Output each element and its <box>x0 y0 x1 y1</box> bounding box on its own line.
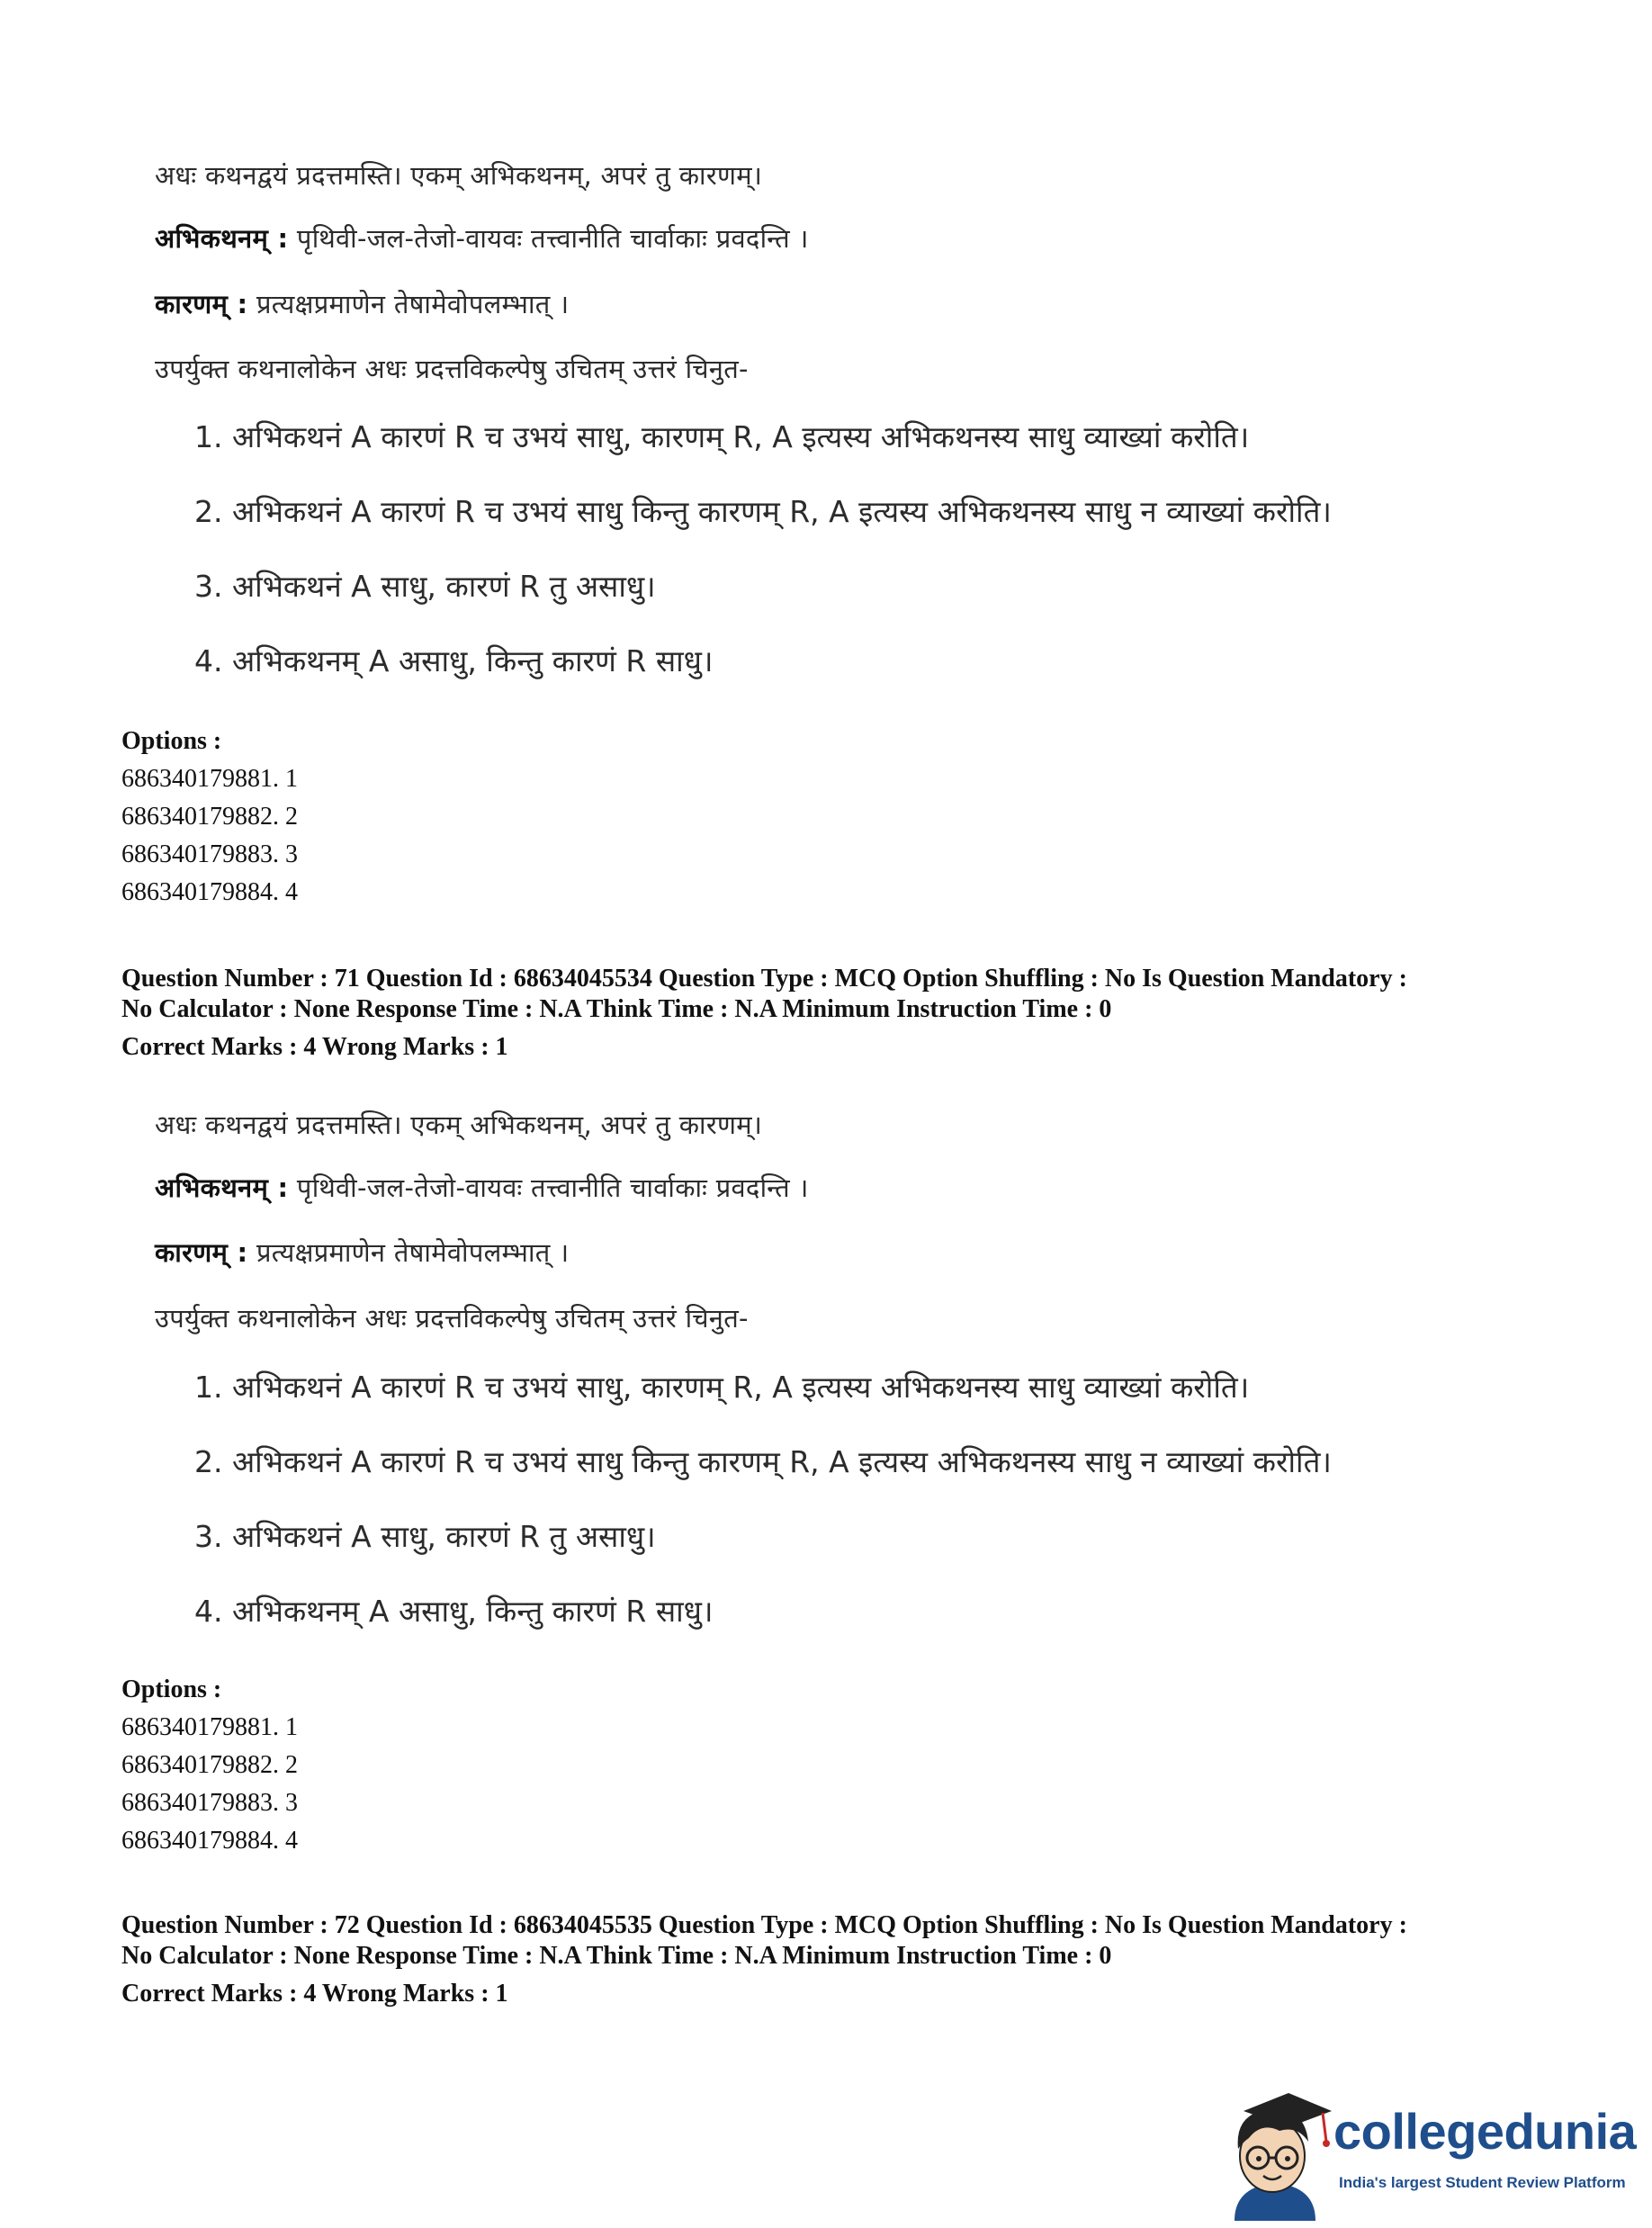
reason-text: प्रत्यक्षप्रमाणेन तेषामेवोपलम्भात् । <box>256 289 570 319</box>
choice-2: 2. अभिकथनं A कारणं R च उभयं साधु किन्तु कारणम् R, A इत्यस्य अभिकथनस्य साधु न व्याख्यां करोति। <box>194 1444 1332 1479</box>
option-4: 686340179884. 4 <box>121 1827 298 1855</box>
assertion-text: पृथिवी-जल-तेजो-वायवः तत्त्वानीति चार्वाकाः प्रवदन्ति । <box>296 223 809 254</box>
instruction-line: उपर्युक्त कथनालोकेन अधः प्रदत्तविकल्पेषु उचितम् उत्तरं चिनुत- <box>155 354 749 384</box>
choice-1: 1. अभिकथनं A कारणं R च उभयं साधु, कारणम् R, A इत्यस्य अभिकथनस्य साधु व्याख्यां करोति। <box>194 419 1250 454</box>
preamble-line: अधः कथनद्वयं प्रदत्तमस्ति। एकम् अभिकथनम्, अपरं तु कारणम्। <box>155 1110 763 1140</box>
assertion-label: अभिकथनम् : <box>155 1172 289 1203</box>
reason-line <box>155 286 569 321</box>
option-1: 686340179881. 1 <box>121 1713 298 1741</box>
question-meta-line-1: Question Number : 72 Question Id : 68634045535 Question Type : MCQ Option Shuffling : No Is Question Mandatory : <box>121 1911 1407 1939</box>
choice-3: 3. अभिकथनं A साधु, कारणं R तु असाधु। <box>194 569 656 604</box>
option-2: 686340179882. 2 <box>121 1751 298 1779</box>
choice-4: 4. अभिकथनम् A असाधु, किन्तु कारणं R साधु। <box>194 1594 714 1629</box>
option-1: 686340179881. 1 <box>121 765 298 793</box>
options-label: Options : <box>121 727 222 755</box>
option-3: 686340179883. 3 <box>121 1789 298 1817</box>
option-2: 686340179882. 2 <box>121 803 298 831</box>
reason-label: कारणम् : <box>155 1237 248 1268</box>
reason-line <box>155 1235 569 1270</box>
preamble-line: अधः कथनद्वयं प्रदत्तमस्ति। एकम् अभिकथनम्, अपरं तु कारणम्। <box>155 160 763 191</box>
instruction-line: उपर्युक्त कथनालोकेन अधः प्रदत्तविकल्पेषु उचितम् उत्तरं चिनुत- <box>155 1303 749 1334</box>
choice-2: 2. अभिकथनं A कारणं R च उभयं साधु किन्तु कारणम् R, A इत्यस्य अभिकथनस्य साधु न व्याख्यां करोति। <box>194 494 1332 529</box>
assertion-line <box>155 1170 809 1205</box>
assertion-line <box>155 220 809 256</box>
reason-label: कारणम् : <box>155 289 248 319</box>
question-meta-line-2: No Calculator : None Response Time : N.A Think Time : N.A Minimum Instruction Time : 0 <box>121 1942 1112 1970</box>
logo-tagline: India's largest Student Review Platform <box>1339 2174 1626 2191</box>
question-meta-line-2: No Calculator : None Response Time : N.A Think Time : N.A Minimum Instruction Time : 0 <box>121 995 1112 1023</box>
question-marks: Correct Marks : 4 Wrong Marks : 1 <box>121 1980 508 2008</box>
options-label: Options : <box>121 1675 222 1703</box>
question-meta-line-1: Question Number : 71 Question Id : 68634045534 Question Type : MCQ Option Shuffling : No Is Question Mandatory : <box>121 965 1407 993</box>
reason-text: प्रत्यक्षप्रमाणेन तेषामेवोपलम्भात् । <box>256 1237 570 1268</box>
assertion-label: अभिकथनम् : <box>155 223 289 254</box>
option-3: 686340179883. 3 <box>121 840 298 868</box>
collegedunia-logo <box>1217 2086 1639 2221</box>
choice-1: 1. अभिकथनं A कारणं R च उभयं साधु, कारणम् R, A इत्यस्य अभिकथनस्य साधु व्याख्यां करोति। <box>194 1370 1250 1405</box>
option-4: 686340179884. 4 <box>121 878 298 906</box>
choice-3: 3. अभिकथनं A साधु, कारणं R तु असाधु। <box>194 1519 656 1554</box>
choice-4: 4. अभिकथनम् A असाधु, किन्तु कारणं R साधु। <box>194 643 714 678</box>
assertion-text: पृथिवी-जल-तेजो-वायवः तत्त्वानीति चार्वाकाः प्रवदन्ति । <box>296 1172 809 1203</box>
mascot-icon <box>1217 2086 1333 2221</box>
logo-wordmark: collegedunia <box>1333 2103 1637 2160</box>
question-marks: Correct Marks : 4 Wrong Marks : 1 <box>121 1033 508 1061</box>
